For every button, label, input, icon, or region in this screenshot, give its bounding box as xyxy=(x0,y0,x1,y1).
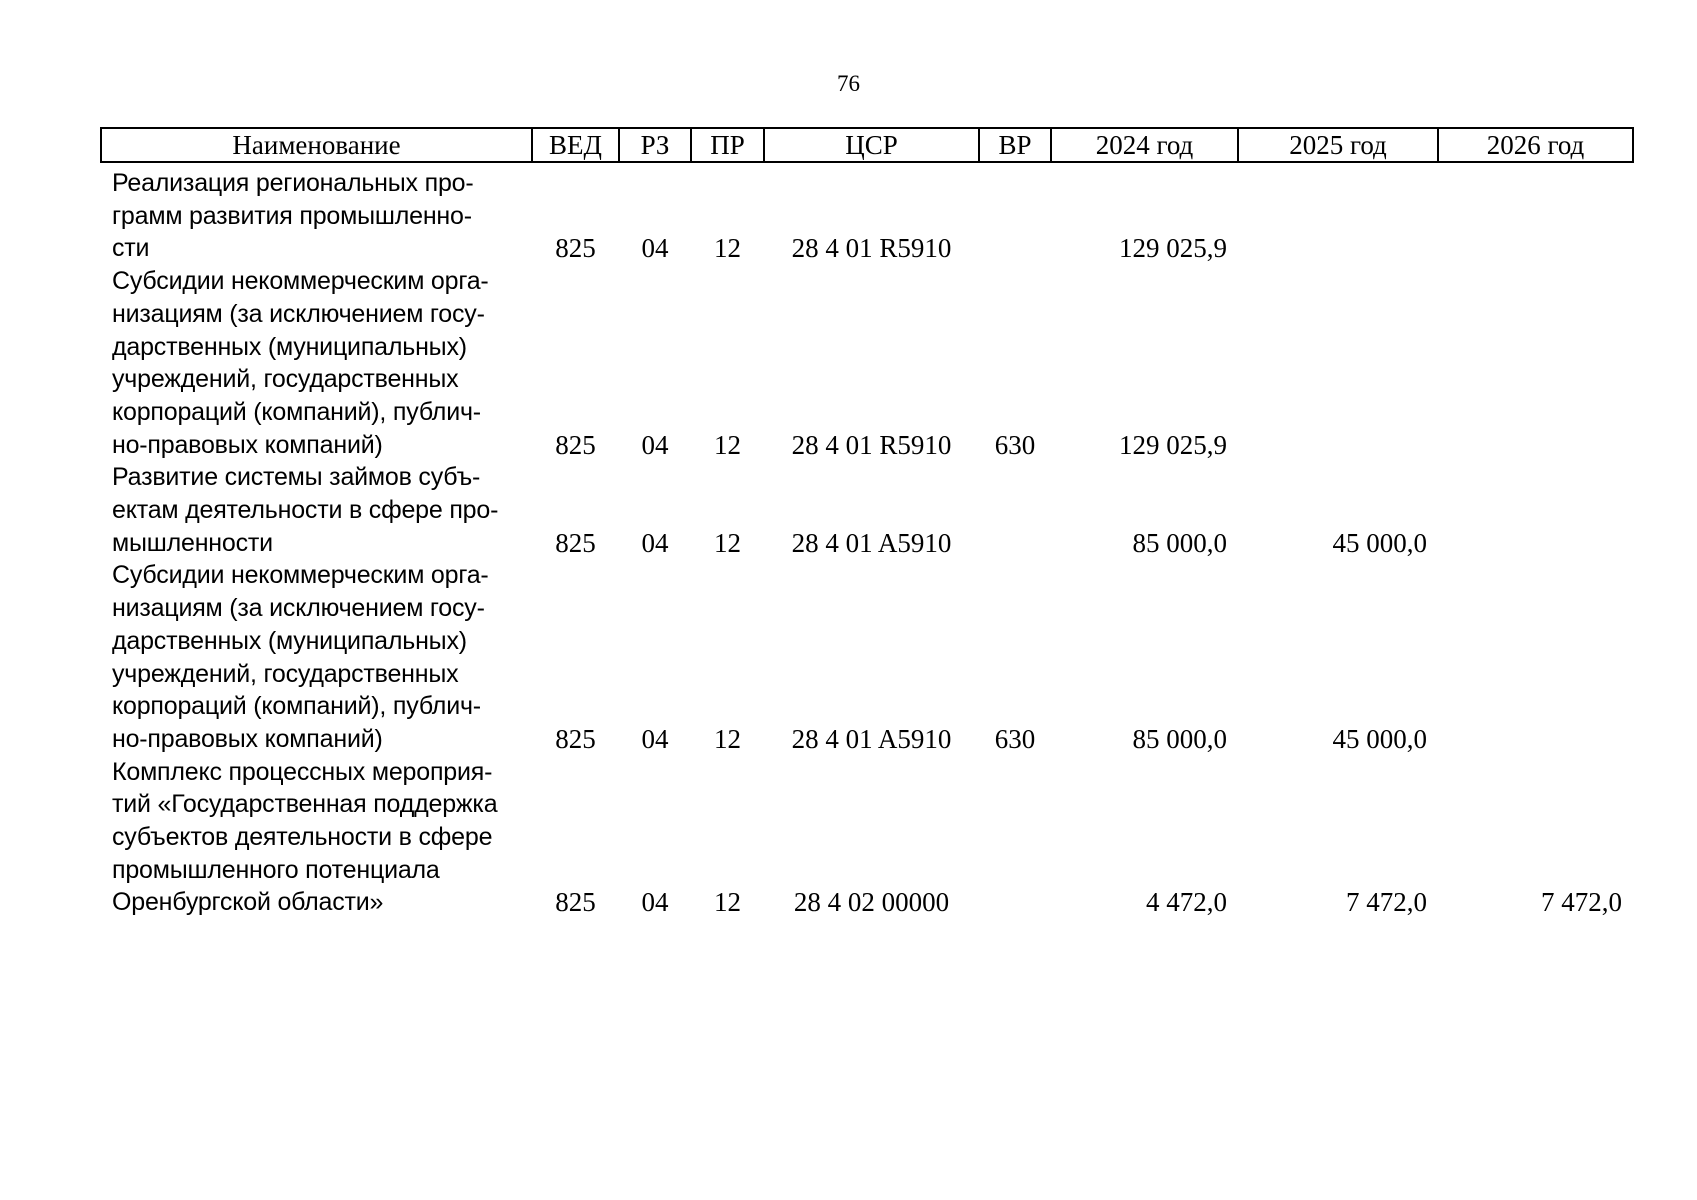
cell-name xyxy=(101,265,532,461)
table-row xyxy=(101,559,1633,755)
name-line: но-правовых компаний) xyxy=(112,430,383,459)
cell-pr: 12 xyxy=(714,723,741,754)
cell-2025: 45 000,0 xyxy=(1332,527,1427,558)
name-line: учреждений, государственных xyxy=(112,365,459,394)
cell-2025 xyxy=(1238,162,1438,265)
name-line: низациям (за исключением госу- xyxy=(112,594,485,623)
cell-2026 xyxy=(1438,559,1633,755)
name-line: ектам деятельности в сфере про- xyxy=(112,496,499,525)
table-header xyxy=(101,128,1633,162)
cell-csr: 28 4 02 00000 xyxy=(793,887,950,918)
header-vr: ВР xyxy=(979,128,1051,162)
cell-ved: 825 xyxy=(555,527,596,558)
header-2026: 2026 год xyxy=(1438,128,1633,162)
cell-csr: 28 4 01 R5910 xyxy=(791,233,952,264)
name-line: корпораций (компаний), публич- xyxy=(112,397,481,426)
cell-pr: 12 xyxy=(714,429,741,460)
budget-table xyxy=(100,127,1634,919)
cell-ved: 825 xyxy=(555,429,596,460)
cell-name xyxy=(101,756,532,920)
cell-rz: 04 xyxy=(641,429,669,460)
cell-2024: 129 025,9 xyxy=(1119,233,1227,264)
cell-rz: 04 xyxy=(641,723,669,754)
cell-rz: 04 xyxy=(641,887,669,918)
cell-csr: 28 4 01 A5910 xyxy=(791,527,952,558)
name-line: корпораций (компаний), публич- xyxy=(112,692,481,721)
name-line: субъектов деятельности в сфере xyxy=(112,823,493,852)
cell-2025: 45 000,0 xyxy=(1332,723,1427,754)
cell-vr xyxy=(979,461,1051,559)
name-line: но-правовых компаний) xyxy=(112,724,383,753)
table-row xyxy=(101,461,1633,559)
name-line: Субсидии некоммерческим орга- xyxy=(112,267,489,296)
header-ved: ВЕД xyxy=(532,128,619,162)
table-row xyxy=(101,265,1633,461)
header-2025: 2025 год xyxy=(1238,128,1438,162)
cell-rz: 04 xyxy=(641,527,669,558)
name-line: сти xyxy=(112,234,150,263)
cell-2024: 85 000,0 xyxy=(1132,723,1227,754)
cell-2025: 7 472,0 xyxy=(1346,887,1427,918)
cell-ved: 825 xyxy=(555,233,596,264)
cell-pr: 12 xyxy=(714,527,741,558)
name-line: промышленного потенциала xyxy=(112,855,440,884)
cell-2026 xyxy=(1438,461,1633,559)
header-pr: ПР xyxy=(691,128,764,162)
table-row xyxy=(101,756,1633,920)
name-line: Развитие системы займов субъ- xyxy=(112,463,481,492)
cell-rz: 04 xyxy=(641,233,669,264)
name-line: мышленности xyxy=(112,528,273,557)
cell-csr: 28 4 01 A5910 xyxy=(791,723,952,754)
name-line: дарственных (муниципальных) xyxy=(112,626,467,655)
cell-vr xyxy=(979,756,1051,920)
cell-ved: 825 xyxy=(555,887,596,918)
cell-2024: 4 472,0 xyxy=(1146,887,1227,918)
name-line: учреждений, государственных xyxy=(112,659,459,688)
header-rz: РЗ xyxy=(619,128,691,162)
cell-2024: 129 025,9 xyxy=(1119,429,1227,460)
cell-2026 xyxy=(1438,265,1633,461)
name-line: тий «Государственная поддержка xyxy=(112,790,498,819)
cell-2024: 85 000,0 xyxy=(1132,527,1227,558)
header-2024: 2024 год xyxy=(1051,128,1238,162)
table-body xyxy=(101,162,1633,919)
cell-pr: 12 xyxy=(714,887,741,918)
name-line: дарственных (муниципальных) xyxy=(112,332,467,361)
cell-2026 xyxy=(1438,162,1633,265)
table-row xyxy=(101,162,1633,265)
cell-ved: 825 xyxy=(555,723,596,754)
name-line: грамм развития промышленно- xyxy=(112,201,472,230)
cell-vr: 630 xyxy=(994,429,1036,460)
cell-csr: 28 4 01 R5910 xyxy=(791,429,952,460)
cell-name xyxy=(101,162,532,265)
cell-2025 xyxy=(1238,265,1438,461)
cell-name xyxy=(101,559,532,755)
cell-pr: 12 xyxy=(714,233,741,264)
header-csr: ЦСР xyxy=(764,128,979,162)
name-line: Субсидии некоммерческим орга- xyxy=(112,561,489,590)
cell-2026: 7 472,0 xyxy=(1541,887,1622,918)
header-row xyxy=(101,128,1633,162)
name-line: низациям (за исключением госу- xyxy=(112,299,485,328)
cell-vr: 630 xyxy=(994,723,1036,754)
cell-vr xyxy=(979,162,1051,265)
page-number: 76 xyxy=(837,71,860,96)
name-line: Комплекс процессных мероприя- xyxy=(112,757,493,786)
name-line: Оренбургской области» xyxy=(112,888,384,917)
cell-name xyxy=(101,461,532,559)
name-line: Реализация региональных про- xyxy=(112,169,474,197)
header-name: Наименование xyxy=(101,128,532,162)
